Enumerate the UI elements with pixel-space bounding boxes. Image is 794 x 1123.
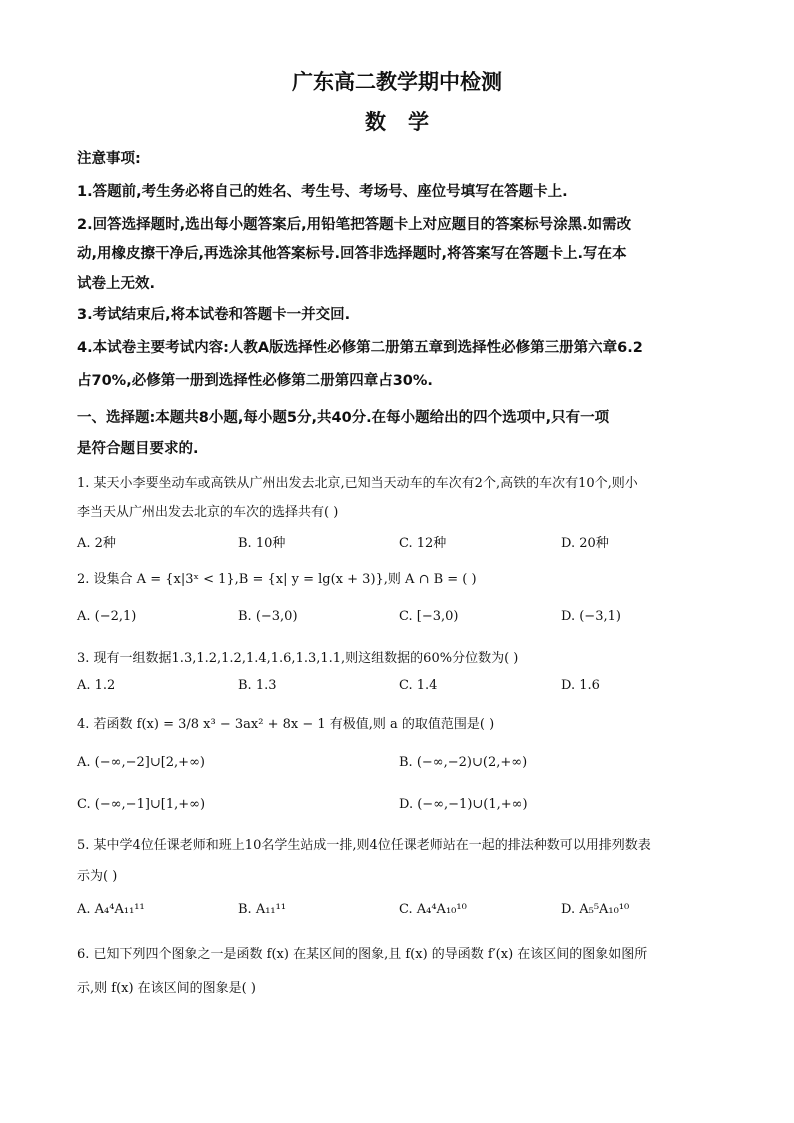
question-5-stem: 示为( ) <box>77 869 118 884</box>
notice-heading: 注意事项: <box>77 151 141 167</box>
option-b: B. (−∞,−2)∪(2,+∞) <box>399 755 528 770</box>
question-6-stem: 6. 已知下列四个图象之一是函数 f(x) 在某区间的图象,且 f(x) 的导函数 f′(x) 在该区间的图象如图所 <box>77 947 648 962</box>
section-heading: 一、选择题:本题共8小题,每小题5分,共40分.在每小题给出的四个选项中,只有一项 <box>77 410 610 426</box>
question-3-stem: 3. 现有一组数据1.3,1.2,1.2,1.4,1.6,1.3,1.1,则这组数据的60%分位数为( ) <box>77 651 519 666</box>
question-2-stem: 2. 设集合 A = {x|3ˣ < 1},B = {x| y = lg(x + 3)},则 A ∩ B = ( ) <box>77 572 477 587</box>
option-c: C. A₄⁴A₁₀¹⁰ <box>399 902 467 917</box>
notice-line: 试卷上无效. <box>77 276 156 292</box>
notice-line: 1.答题前,考生务必将自己的姓名、考生号、考场号、座位号填写在答题卡上. <box>77 184 568 200</box>
option-b: B. 1.3 <box>238 678 277 693</box>
notice-line: 占70%,必修第一册到选择性必修第二册第四章占30%. <box>77 373 433 389</box>
notice-line: 2.回答选择题时,选出每小题答案后,用铅笔把答题卡上对应题目的答案标号涂黑.如需改 <box>77 217 632 233</box>
option-a: A. 2种 <box>77 536 116 551</box>
option-c: C. (−∞,−1]∪[1,+∞) <box>77 797 206 812</box>
notice-line: 动,用橡皮擦干净后,再选涂其他答案标号.回答非选择题时,将答案写在答题卡上.写在本 <box>77 246 627 262</box>
exam-title: 广东高二教学期中检测 <box>292 70 502 94</box>
option-d: D. (−∞,−1)∪(1,+∞) <box>399 797 528 812</box>
question-1-stem: 1. 某天小李要坐动车或高铁从广州出发去北京,已知当天动车的车次有2个,高铁的车次有10个,则小 <box>77 476 638 491</box>
notice-line: 3.考试结束后,将本试卷和答题卡一并交回. <box>77 307 351 323</box>
question-5-stem: 5. 某中学4位任课老师和班上10名学生站成一排,则4位任课老师站在一起的排法种数可以用排列数表 <box>77 838 651 853</box>
option-c: C. 12种 <box>399 536 447 551</box>
option-d: D. 20种 <box>561 536 609 551</box>
option-a: A. (−2,1) <box>77 609 137 624</box>
notice-line: 4.本试卷主要考试内容:人教A版选择性必修第二册第五章到选择性必修第三册第六章6.2 <box>77 340 643 356</box>
option-b: B. (−3,0) <box>238 609 298 624</box>
question-1-stem: 李当天从广州出发去北京的车次的选择共有( ) <box>77 505 339 520</box>
option-d: D. (−3,1) <box>561 609 621 624</box>
question-4-stem: 4. 若函数 f(x) = 3/8 x³ − 3ax² + 8x − 1 有极值,则 a 的取值范围是( ) <box>77 717 495 732</box>
option-a: A. 1.2 <box>77 678 116 693</box>
subject-title: 数学 <box>365 110 451 134</box>
option-c: C. [−3,0) <box>399 609 459 624</box>
option-a: A. (−∞,−2]∪[2,+∞) <box>77 755 205 770</box>
option-c: C. 1.4 <box>399 678 438 693</box>
section-heading: 是符合题目要求的. <box>77 441 199 457</box>
option-d: D. A₅⁵A₁₀¹⁰ <box>561 902 630 917</box>
question-6-stem: 示,则 f(x) 在该区间的图象是( ) <box>77 981 256 996</box>
option-a: A. A₄⁴A₁₁¹¹ <box>77 902 145 917</box>
option-b: B. A₁₁¹¹ <box>238 902 287 917</box>
option-d: D. 1.6 <box>561 678 600 693</box>
option-b: B. 10种 <box>238 536 286 551</box>
